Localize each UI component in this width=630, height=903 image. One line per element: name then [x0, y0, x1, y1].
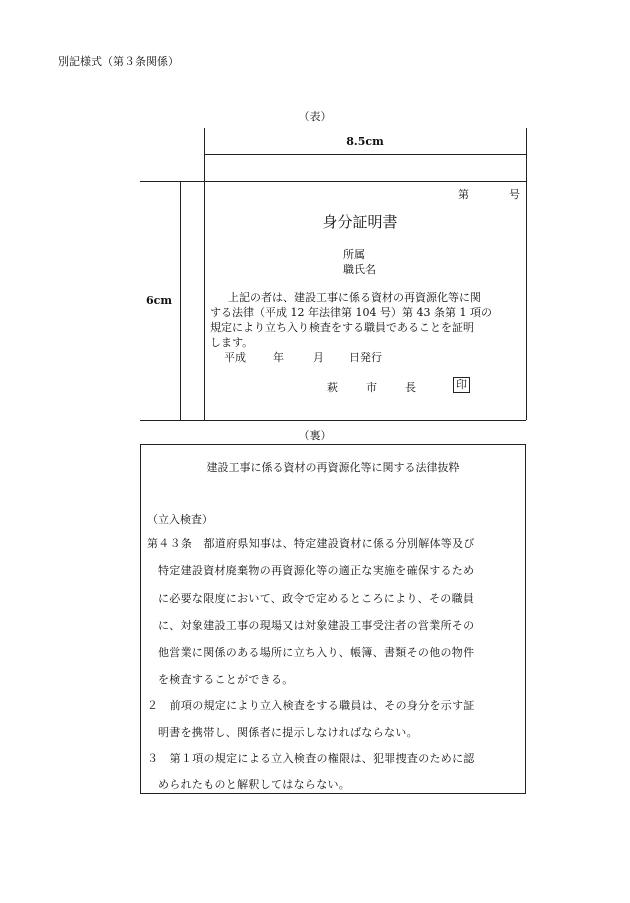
issuer-cho: 長: [405, 381, 416, 394]
back-label: （裏）: [298, 429, 332, 442]
height-dimension-line: [180, 181, 181, 420]
article-line: 第４３条 都道府県知事は、特定建設資材に係る分別解体等及び: [147, 537, 475, 550]
article-line: 特定建設資材廃棄物の再資源化等の適正な実施を確保するため: [158, 564, 475, 577]
body-line-2: する法律（平成 12 年法律第 104 号）第 43 条第 1 項の: [210, 306, 492, 319]
date-era: 平成: [224, 351, 246, 364]
card-title: 身分証明書: [322, 213, 398, 231]
width-label: 8.5cm: [346, 135, 384, 148]
article-line: められたものと解釈してはならない。: [158, 778, 351, 791]
article-line: を検査することができる。: [158, 673, 294, 686]
number-dai: 第: [458, 188, 469, 201]
number-go: 号: [509, 188, 520, 201]
card-left-edge: [204, 128, 205, 420]
date-day-issued: 日発行: [349, 351, 382, 364]
name-field: 職氏名: [343, 263, 376, 276]
article-line: ３ 第１項の規定による立入検査の権限は、犯罪捜査のために認: [147, 752, 475, 765]
seal-stamp: [453, 377, 470, 393]
front-label: （表）: [298, 110, 332, 123]
form-label: 別記様式（第３条関係）: [58, 55, 179, 68]
date-month: 月: [313, 351, 324, 364]
body-line-1: 上記の者は、建設工事に係る資材の再資源化等に関: [228, 291, 481, 304]
width-dimension-line: [204, 154, 526, 155]
body-line-4: します。: [210, 336, 254, 349]
card-bottom-edge: [140, 420, 526, 421]
issuer-hagi: 萩: [327, 381, 338, 394]
article-line: 他営業に関係のある場所に立ち入り、帳簿、書類その他の物件: [158, 646, 475, 659]
height-label: 6cm: [146, 294, 172, 307]
affiliation-field: 所属: [343, 248, 365, 261]
back-card: [140, 444, 526, 794]
seal-label: 印: [453, 377, 470, 393]
issuer-shi: 市: [366, 381, 377, 394]
article-line: 明書を携帯し、関係者に提示しなければならない。: [158, 726, 418, 739]
section-heading: （立入検査）: [147, 513, 213, 526]
back-title: 建設工事に係る資材の再資源化等に関する法律抜粋: [206, 461, 460, 474]
card-top-edge: [140, 181, 526, 182]
body-line-3: 規定により立ち入り検査をする職員であることを証明: [210, 321, 474, 334]
article-line: に、対象建設工事の現場又は対象建設工事受注者の営業所その: [158, 619, 475, 632]
article-line: に必要な限度において、政令で定めるところにより、その職員: [158, 592, 475, 605]
card-right-edge: [526, 128, 527, 420]
article-line: ２ 前項の規定により立入検査をする職員は、その身分を示す証: [147, 699, 475, 712]
date-year: 年: [273, 351, 284, 364]
